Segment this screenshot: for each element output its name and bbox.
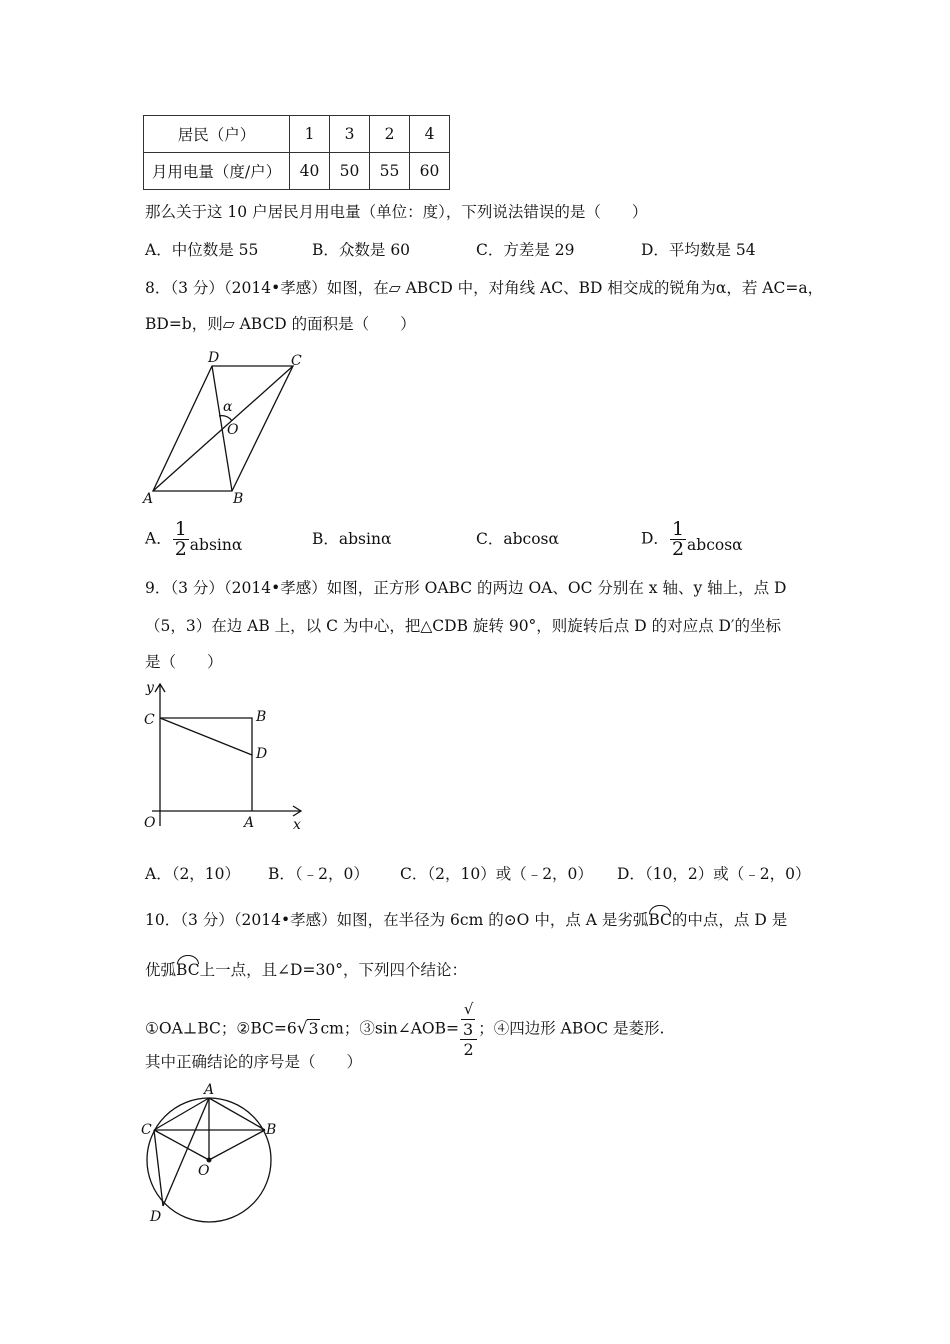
q8-stem-line1: 8．（3 分）（2014•孝感）如图，在▱ ABCD 中，对角线 AC、BD 相交成的锐角为α，若 AC=a， — [145, 279, 824, 297]
table-cell: 1 — [290, 116, 330, 153]
segment-da — [163, 1098, 209, 1206]
segment-ob — [209, 1130, 265, 1160]
q10-stem-line2-post: 上一点，且∠D=30°，下列四个结论： — [199, 961, 467, 979]
label-d: D — [256, 746, 268, 762]
q8-option-b: B．absinα — [312, 530, 392, 548]
q10-stem-line1-pre: 10．（3 分）（2014•孝感）如图，在半径为 6cm 的⊙O 中，点 A 是劣弧 — [145, 911, 649, 929]
label-c: C — [144, 712, 155, 728]
q8-option-a-text: absinα — [189, 535, 243, 554]
q10-question: 其中正确结论的序号是（ ） — [145, 1053, 363, 1071]
fraction-half — [173, 520, 189, 559]
table-header-cell: 月用电量（度/户） — [144, 153, 290, 190]
conclusion-2-post: cm； — [320, 1019, 360, 1038]
conclusion-3-radicand: 3 — [463, 1020, 474, 1039]
center-point — [207, 1158, 212, 1163]
conclusion-3-pre: ③sin∠AOB= — [359, 1019, 459, 1038]
conclusion-3-post: ； — [478, 1019, 494, 1038]
label-o: O — [144, 815, 156, 831]
q8-option-a — [145, 520, 242, 559]
conclusion-1: ①OA⊥BC； — [145, 1019, 237, 1038]
label-c: C — [141, 1122, 152, 1138]
table-cell: 4 — [410, 116, 450, 153]
segment-co — [154, 1130, 209, 1160]
segment-ab — [209, 1098, 265, 1130]
label-b: B — [256, 709, 267, 725]
label-a: A — [143, 491, 154, 507]
q8-option-d — [641, 520, 743, 559]
q10-stem-line2 — [145, 958, 467, 980]
table-cell: 40 — [290, 153, 330, 190]
q8-option-d-text: abcosα — [687, 535, 743, 554]
label-o: O — [198, 1163, 210, 1179]
q9-option-b: B．（﹣2，0） — [268, 865, 369, 883]
label-alpha: α — [223, 399, 233, 415]
q8-option-a-prefix: A． — [145, 529, 172, 548]
label-a: A — [244, 815, 255, 831]
q7-option-d: D．平均数是 54 — [641, 241, 756, 259]
table-cell: 60 — [410, 153, 450, 190]
label-b: B — [233, 491, 244, 507]
q9-stem-line3: 是（ ） — [145, 653, 223, 671]
q9-option-c: C．（2，10）或（﹣2，0） — [400, 865, 593, 883]
conclusion-4: ④四边形 ABOC 是菱形. — [493, 1019, 665, 1038]
q8-option-c: C．abcosα — [476, 530, 559, 548]
label-a: A — [204, 1082, 215, 1098]
segment-dc — [154, 1130, 163, 1206]
q10-stem-line1 — [145, 908, 787, 930]
fraction-sqrt3-over-2: √ 3 2 — [460, 1000, 477, 1059]
arc-bc-major: BC — [176, 961, 200, 979]
parallelogram-figure — [138, 345, 318, 510]
label-x: x — [293, 817, 301, 833]
square-oabc — [160, 718, 252, 811]
q8-option-d-prefix: D． — [641, 529, 669, 548]
q9-stem-line1: 9．（3 分）（2014•孝感）如图，正方形 OABC 的两边 OA、OC 分别在 x 轴、y 轴上，点 D — [145, 579, 787, 597]
q7-stem: 那么关于这 10 户居民月用电量（单位：度），下列说法错误的是（ ） — [145, 203, 648, 221]
table-header-cell: 居民（户） — [144, 116, 290, 153]
table-row — [144, 116, 450, 153]
circle-figure — [138, 1078, 288, 1228]
q7-option-c: C．方差是 29 — [476, 241, 575, 259]
q9-option-a: A．（2，10） — [145, 865, 241, 883]
arc-bc-minor: BC — [648, 911, 672, 929]
label-d: D — [150, 1209, 162, 1225]
electricity-table — [143, 115, 450, 190]
q10-stem-line2-pre: 优弧 — [145, 961, 177, 979]
square-coordinate-figure — [138, 676, 313, 836]
label-b: B — [266, 1122, 277, 1138]
label-o: O — [227, 422, 239, 438]
conclusion-2-radicand: 3 — [308, 1019, 319, 1038]
diagonal-ac — [153, 366, 293, 491]
fraction-numerator: 1 — [174, 518, 187, 540]
q9-option-d: D．（10，2）或（﹣2，0） — [617, 865, 811, 883]
fraction-denominator: 2 — [671, 538, 685, 560]
q9-stem-line2: （5，3）在边 AB 上，以 C 为中心，把△CDB 旋转 90°，则旋转后点 D 的对应点 D′的坐标 — [145, 617, 781, 635]
fraction-half — [670, 520, 686, 559]
fraction-numerator: 1 — [671, 518, 685, 540]
label-c: C — [291, 353, 302, 369]
fraction-denominator: 2 — [463, 1040, 474, 1059]
table-cell: 50 — [330, 153, 370, 190]
q8-stem-line2: BD=b，则▱ ABCD 的面积是（ ） — [145, 315, 416, 333]
fraction-denominator: 2 — [174, 538, 187, 560]
q10-conclusions: ①OA⊥BC；②BC=6√3 cm；③sin∠AOB= √ 3 2 ；④四边形 ABOC 是菱形. — [145, 1000, 665, 1059]
q7-option-b: B．众数是 60 — [312, 241, 411, 259]
segment-cd — [160, 718, 252, 755]
segment-ca — [154, 1098, 209, 1130]
label-y: y — [146, 680, 154, 696]
q7-option-a: A．中位数是 55 — [145, 241, 259, 259]
table-cell: 2 — [370, 116, 410, 153]
table-row — [144, 153, 450, 190]
q10-stem-line1-post: 的中点，点 D 是 — [671, 911, 788, 929]
table-cell: 55 — [370, 153, 410, 190]
conclusion-2-pre: ②BC=6 — [236, 1019, 297, 1038]
label-d: D — [208, 350, 220, 366]
table-cell: 3 — [330, 116, 370, 153]
